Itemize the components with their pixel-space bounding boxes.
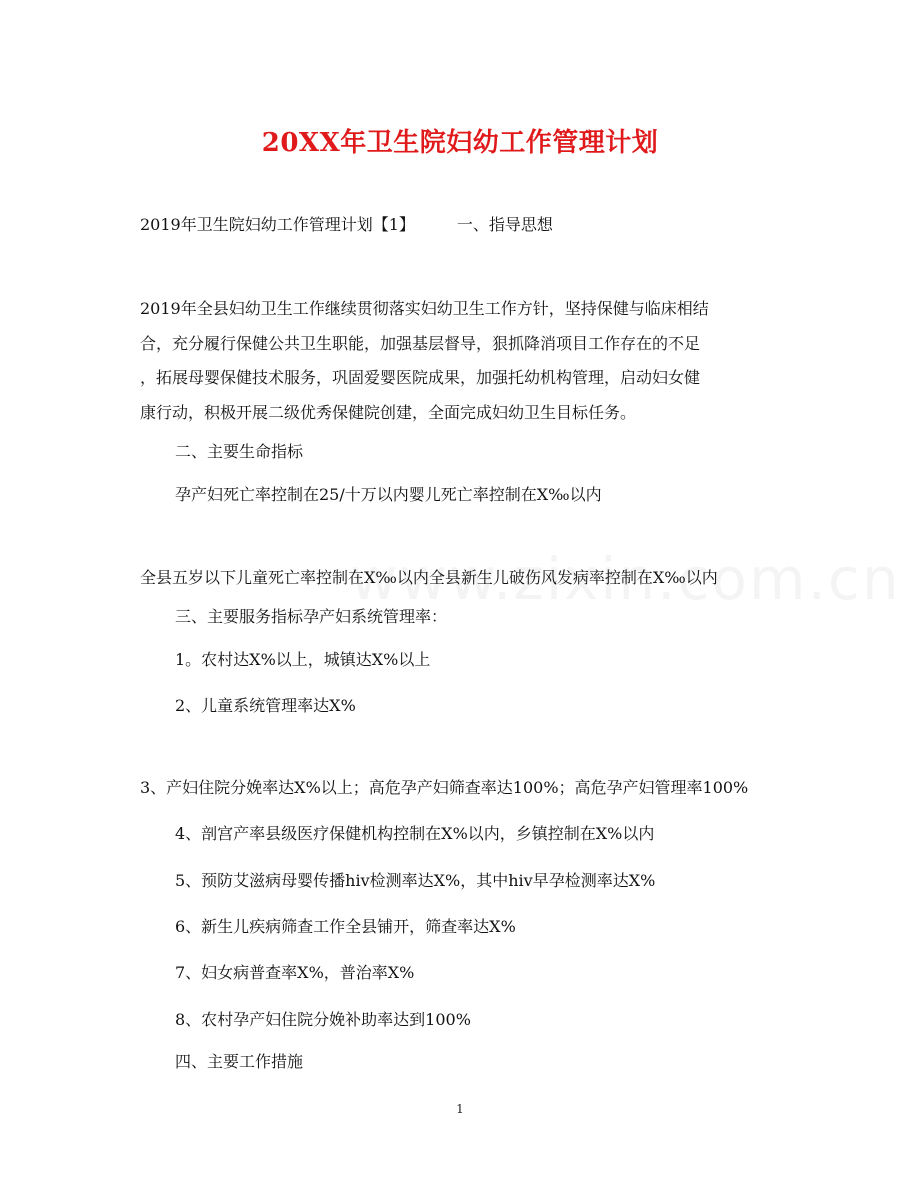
heading-line bbox=[140, 214, 553, 236]
list-item: 4、剖宫产率县级医疗保健机构控制在X%以内，乡镇控制在X%以内 bbox=[175, 824, 655, 843]
plan-subtitle: 2019年卫生院妇幼工作管理计划【1】 bbox=[140, 215, 415, 234]
section-heading-4: 四、主要工作措施 bbox=[175, 1052, 304, 1071]
section-heading-2: 二、主要生命指标 bbox=[175, 442, 304, 461]
paragraph-line: 2019年全县妇幼卫生工作继续贯彻落实妇幼卫生工作方针，坚持保健与临床相结 bbox=[140, 299, 709, 318]
watermark bbox=[350, 545, 901, 613]
paragraph-line: 合，充分履行保健公共卫生职能，加强基层督导，狠抓降消项目工作存在的不足 bbox=[140, 333, 701, 353]
indicator-line: 孕产妇死亡率控制在25/十万以内婴儿死亡率控制在X‰以内 bbox=[175, 485, 602, 504]
list-item: 3、产妇住院分娩率达X%以上；高危孕产妇筛查率达100%；高危孕产妇管理率100% bbox=[140, 778, 749, 797]
list-item: 7、妇女病普查率X%，普治率X% bbox=[175, 963, 415, 982]
page-number: 1 bbox=[456, 1102, 464, 1116]
section-heading-3: 三、主要服务指标孕产妇系统管理率： bbox=[175, 607, 448, 626]
list-item: 5、预防艾滋病母婴传播hiv检测率达X%，其中hiv早孕检测率达X% bbox=[175, 871, 656, 890]
paragraph-line: ，拓展母婴保健技术服务，巩固爱婴医院成果，加强托幼机构管理，启动妇女健 bbox=[140, 368, 701, 387]
indicator-line: 全县五岁以下儿童死亡率控制在X‰以内全县新生儿破伤风发病率控制在X‰以内 bbox=[140, 568, 718, 587]
list-item: 8、农村孕产妇住院分娩补助率达到100% bbox=[175, 1010, 471, 1029]
paragraph-line: 康行动，积极开展二级优秀保健院创建，全面完成妇幼卫生目标任务。 bbox=[140, 402, 637, 422]
list-item: 1。农村达X%以上，城镇达X%以上 bbox=[175, 650, 431, 669]
list-item: 2、儿童系统管理率达X% bbox=[175, 696, 356, 715]
document-title: 20XX年卫生院妇幼工作管理计划 bbox=[261, 128, 659, 158]
guiding-paragraph bbox=[140, 292, 780, 430]
section-heading-1: 一、指导思想 bbox=[456, 215, 553, 234]
list-item: 6、新生儿疾病筛查工作全县铺开，筛查率达X% bbox=[175, 917, 516, 936]
